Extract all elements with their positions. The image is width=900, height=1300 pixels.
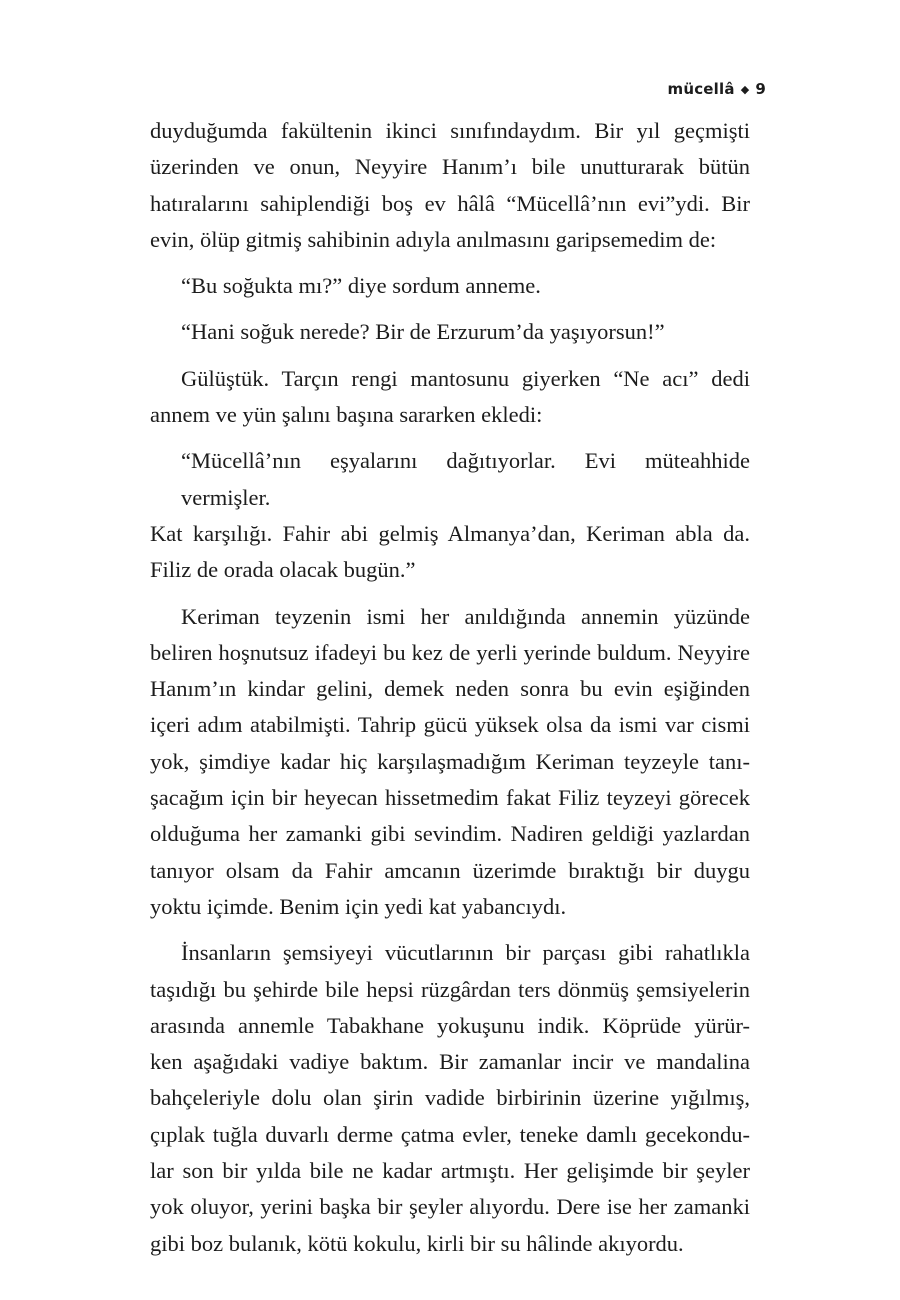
text-line: hatıralarını sahiplendiği boş ev hâlâ “Mücellâ’nın evi”ydi. Bir — [150, 190, 750, 216]
text-line: yok oluyor, yerini başka bir şeyler alıyordu. Dere ise her zamanki — [150, 1194, 750, 1220]
text-line: “Bu soğukta mı?” diye sordum anneme. — [181, 273, 541, 299]
text-line: lar son bir yılda bile ne kadar artmıştı. Her gelişimde bir şeyler — [150, 1158, 750, 1184]
text-line: gibi boz bulanık, kötü kokulu, kirli bir su hâlinde akıyordu. — [150, 1230, 684, 1256]
text-line: tanıyor olsam da Fahir amcanın üzerimde bıraktığı bir duygu — [150, 857, 750, 883]
text-line: çıplak tuğla duvarlı derme çatma evler, teneke damlı gecekondu- — [150, 1121, 750, 1147]
header-title: mücellâ — [667, 80, 735, 98]
text-line: beliren hoşnutsuz ifadeyi bu kez de yerli yerinde buldum. Neyyire — [150, 639, 750, 665]
text-line: Hanım’ın kindar gelini, demek neden sonra bu evin eşiğinden — [150, 676, 750, 702]
text-line: Filiz de orada olacak bugün.” — [150, 557, 416, 583]
text-line: Keriman teyzenin ismi her anıldığında annemin yüzünde — [181, 603, 750, 629]
text-line: Gülüştük. Tarçın rengi mantosunu giyerken “Ne acı” dedi — [181, 365, 750, 391]
text-line: “Mücellâ’nın eşyalarını dağıtıyorlar. Evi müteahhide vermişler. — [181, 448, 750, 510]
page-number: 9 — [755, 80, 766, 98]
text-line: şacağım için bir heyecan hissetmedim fakat Filiz teyzeyi görecek — [150, 785, 750, 811]
text-line: “Hani soğuk nerede? Bir de Erzurum’da yaşıyorsun!” — [181, 319, 665, 345]
running-header — [668, 80, 767, 98]
body-text — [150, 113, 750, 1262]
diamond-separator-icon: ◆ — [740, 83, 750, 96]
text-line: evin, ölüp gitmiş sahibinin adıyla anılmasını garipsemedim de: — [150, 226, 717, 252]
text-line: duyduğumda fakültenin ikinci sınıfındaydım. Bir yıl geçmişti — [150, 118, 750, 143]
text-line: bahçeleriyle dolu olan şirin vadide birbirinin üzerine yığılmış, — [150, 1085, 750, 1111]
text-line: taşıdığı bu şehirde bile hepsi rüzgârdan ters dönmüş şemsiyelerin — [150, 976, 750, 1002]
text-line: arasında annemle Tabakhane yokuşunu indik. Köprüde yürür- — [150, 1012, 750, 1038]
text-line: olduğuma her zamanki gibi sevindim. Nadiren geldiği yazlardan — [150, 821, 750, 847]
text-line: annem ve yün şalını başına sararken ekledi: — [150, 402, 543, 428]
text-line: yok, şimdiye kadar hiç karşılaşmadığım Keriman teyzeyle tanı- — [150, 748, 750, 774]
text-line: İnsanların şemsiyeyi vücutlarının bir parçası gibi rahatlıkla — [181, 940, 750, 966]
text-line: içeri adım atabilmişti. Tahrip gücü yüksek olsa da ismi var cismi — [150, 712, 750, 738]
text-line: Kat karşılığı. Fahir abi gelmiş Almanya’dan, Keriman abla da. — [150, 520, 750, 546]
text-line: üzerinden ve onun, Neyyire Hanım’ı bile unutturarak bütün — [150, 154, 750, 180]
text-line: yoktu içimde. Benim için yedi kat yabancıydı. — [150, 893, 567, 919]
text-line: ken aşağıdaki vadiye baktım. Bir zamanlar incir ve mandalina — [150, 1049, 750, 1075]
